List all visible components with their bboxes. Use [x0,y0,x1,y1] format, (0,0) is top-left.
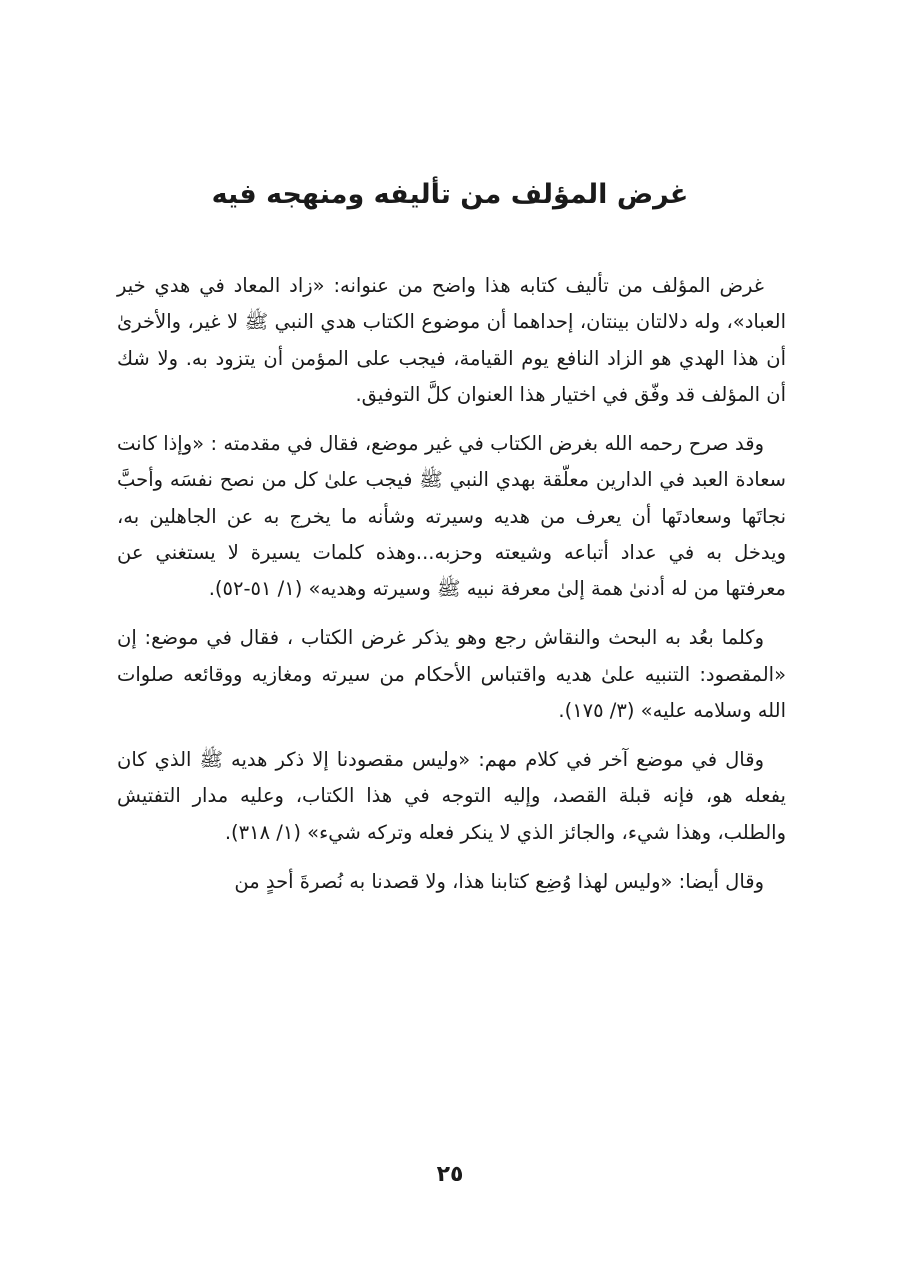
paragraph-5: وقال أيضا: «وليس لهذا وُضِع كتابنا هذا، ولا قصدنا به نُصرةَ أحدٍ من [234,869,764,893]
paragraph-1: غرض المؤلف من تأليف كتابه هذا واضح من عنوانه: «زاد المعاد في هدي خير العباد»، وله دلالتان بينتان، إحداهما أن موضوع الكتاب هدي النبي ﷺ لا غير، والأخرىٰ أن هذا الهدي هو الزاد النافع يوم القيامة، فيجب على المؤمن أن يتزود به. ولا شك أن المؤلف قد وفّق في اختيار هذا العنوان كلَّ التوفيق. [117,274,786,406]
body-text [117,268,786,900]
page-number: ٢٥ [436,1162,464,1187]
page-title: غرض المؤلف من تأليفه ومنهجه فيه [211,179,689,210]
paragraph-4: وقال في موضع آخر في كلام مهم: «وليس مقصودنا إلا ذكر هديه ﷺ الذي كان يفعله هو، فإنه قبلة القصد، وإليه التوجه في هذا الكتاب، وعليه مدار التفتيش والطلب، وهذا شيء، والجائز الذي لا ينكر فعله وتركه شيء» (١/ ٣١٨). [117,748,786,844]
paragraph-3: وكلما بعُد به البحث والنقاش رجع وهو يذكر غرض الكتاب ، فقال في موضع: إن «المقصود: التنبيه علىٰ هديه واقتباس الأحكام من سيرته ومغازيه ووقائعه صلوات الله وسلامه عليه» (٣/ ١٧٥). [117,626,786,722]
paragraph-2: وقد صرح رحمه الله بغرض الكتاب في غير موضع، فقال في مقدمته : «وإذا كانت سعادة العبد في الدارين معلّقة بهدي النبي ﷺ فيجب علىٰ كل من نصح نفسَه وأحبَّ نجاتَها وسعادتَها أن يعرف من هديه وسيرته وشأنه ما يخرج به عن الجاهلين به، ويدخل به في عداد أتباعه وشيعته وحزبه...وهذه كلمات يسيرة لا يستغني عن معرفتها من له أدنىٰ همة إلىٰ معرفة نبيه ﷺ وسيرته وهديه» (١/ ٥١-٥٢). [117,432,786,601]
